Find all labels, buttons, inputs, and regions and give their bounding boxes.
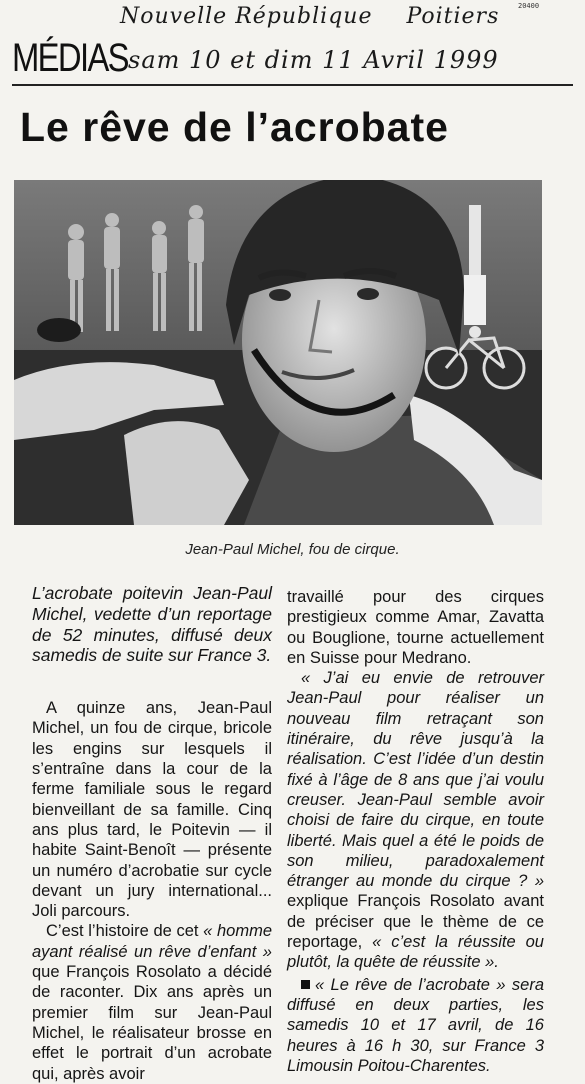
article-paragraph-3: travaillé pour des cirques prestigieux comme Amar, Zavatta ou Bouglione, tourne actuellement en Suisse pour Medrano. <box>287 588 544 667</box>
article-column-left <box>32 583 272 1084</box>
article-lead: L’acrobate poitevin Jean-Paul Michel, vedette d’un reportage de 52 minutes, diffusé deux samedis de suite sur France 3. <box>32 583 272 666</box>
article-paragraph-1: A quinze ans, Jean-Paul Michel, un fou de cirque, bricole les engins sur lesquels il s’entraîne dans la cour de la ferme familiale sous le regard bienveillant de sa famille. Cinq ans plus tard, le Poitevin — il habite Saint-Benoît — présente un numéro d’acrobatie sur cycle devant un jury international... Joli parcours. <box>32 699 272 921</box>
archive-code: 20400 <box>518 2 540 10</box>
program-title: « Le rêve de l’acrobate » <box>315 975 506 994</box>
para2-quote: « homme ayant réalisé un rêve d’enfant » <box>32 922 272 961</box>
handwritten-paper: Nouvelle République <box>120 4 373 29</box>
bullet-square-icon <box>301 980 310 989</box>
handwritten-city: Poitiers <box>406 4 500 29</box>
handwritten-source <box>120 4 499 29</box>
article-column-right <box>287 587 544 1076</box>
director-quote: « J’ai eu envie de retrouver Jean-Paul pour réaliser un nouveau film retraçant son itinéraire, du rêve jusqu’à la réalisation. C’est l’idée d’un destin fixé à l’âge de 8 ans que j’ai voulu creuser. Jean-Paul semble avoir choisi de faire du cirque, en toute liberté. Mais quel a été le poids de son milieu, paradoxalement étranger au monde du cirque ? » <box>287 669 544 891</box>
photo-illustration <box>14 180 542 525</box>
theme-quote: « c’est la réussite ou plutôt, la quête de réussite ». <box>287 933 544 972</box>
quote-followup: explique François Rosolato avant de préciser que le thème de ce reportage, <box>287 892 544 952</box>
handwritten-date: sam 10 et dim 11 Avril 1999 <box>128 46 499 74</box>
broadcast-info <box>287 975 544 1076</box>
header-rule <box>12 84 573 86</box>
broadcast-schedule: sera diffusé en deux parties, les samedis 10 et 17 avril, de 16 heures à 16 h 30, sur France 3 Limousin Poitou-Charentes. <box>287 975 544 1075</box>
para2-text-a: C’est l’histoire de cet <box>46 922 204 941</box>
para2-text-b: que François Rosolato a décidé de raconter. Dix ans après un premier film sur Jean-Paul Michel, le réalisateur brosse en effet le portrait d’un acrobate qui, après avoir <box>32 963 272 1083</box>
photo-caption: Jean-Paul Michel, fou de cirque. <box>185 541 400 558</box>
article-paragraph-2 <box>32 921 272 1083</box>
headline: Le rêve de l’acrobate <box>20 104 449 150</box>
section-label: MÉDIAS <box>12 36 128 80</box>
article-photo <box>14 180 542 525</box>
article-paragraph-4 <box>287 668 544 972</box>
